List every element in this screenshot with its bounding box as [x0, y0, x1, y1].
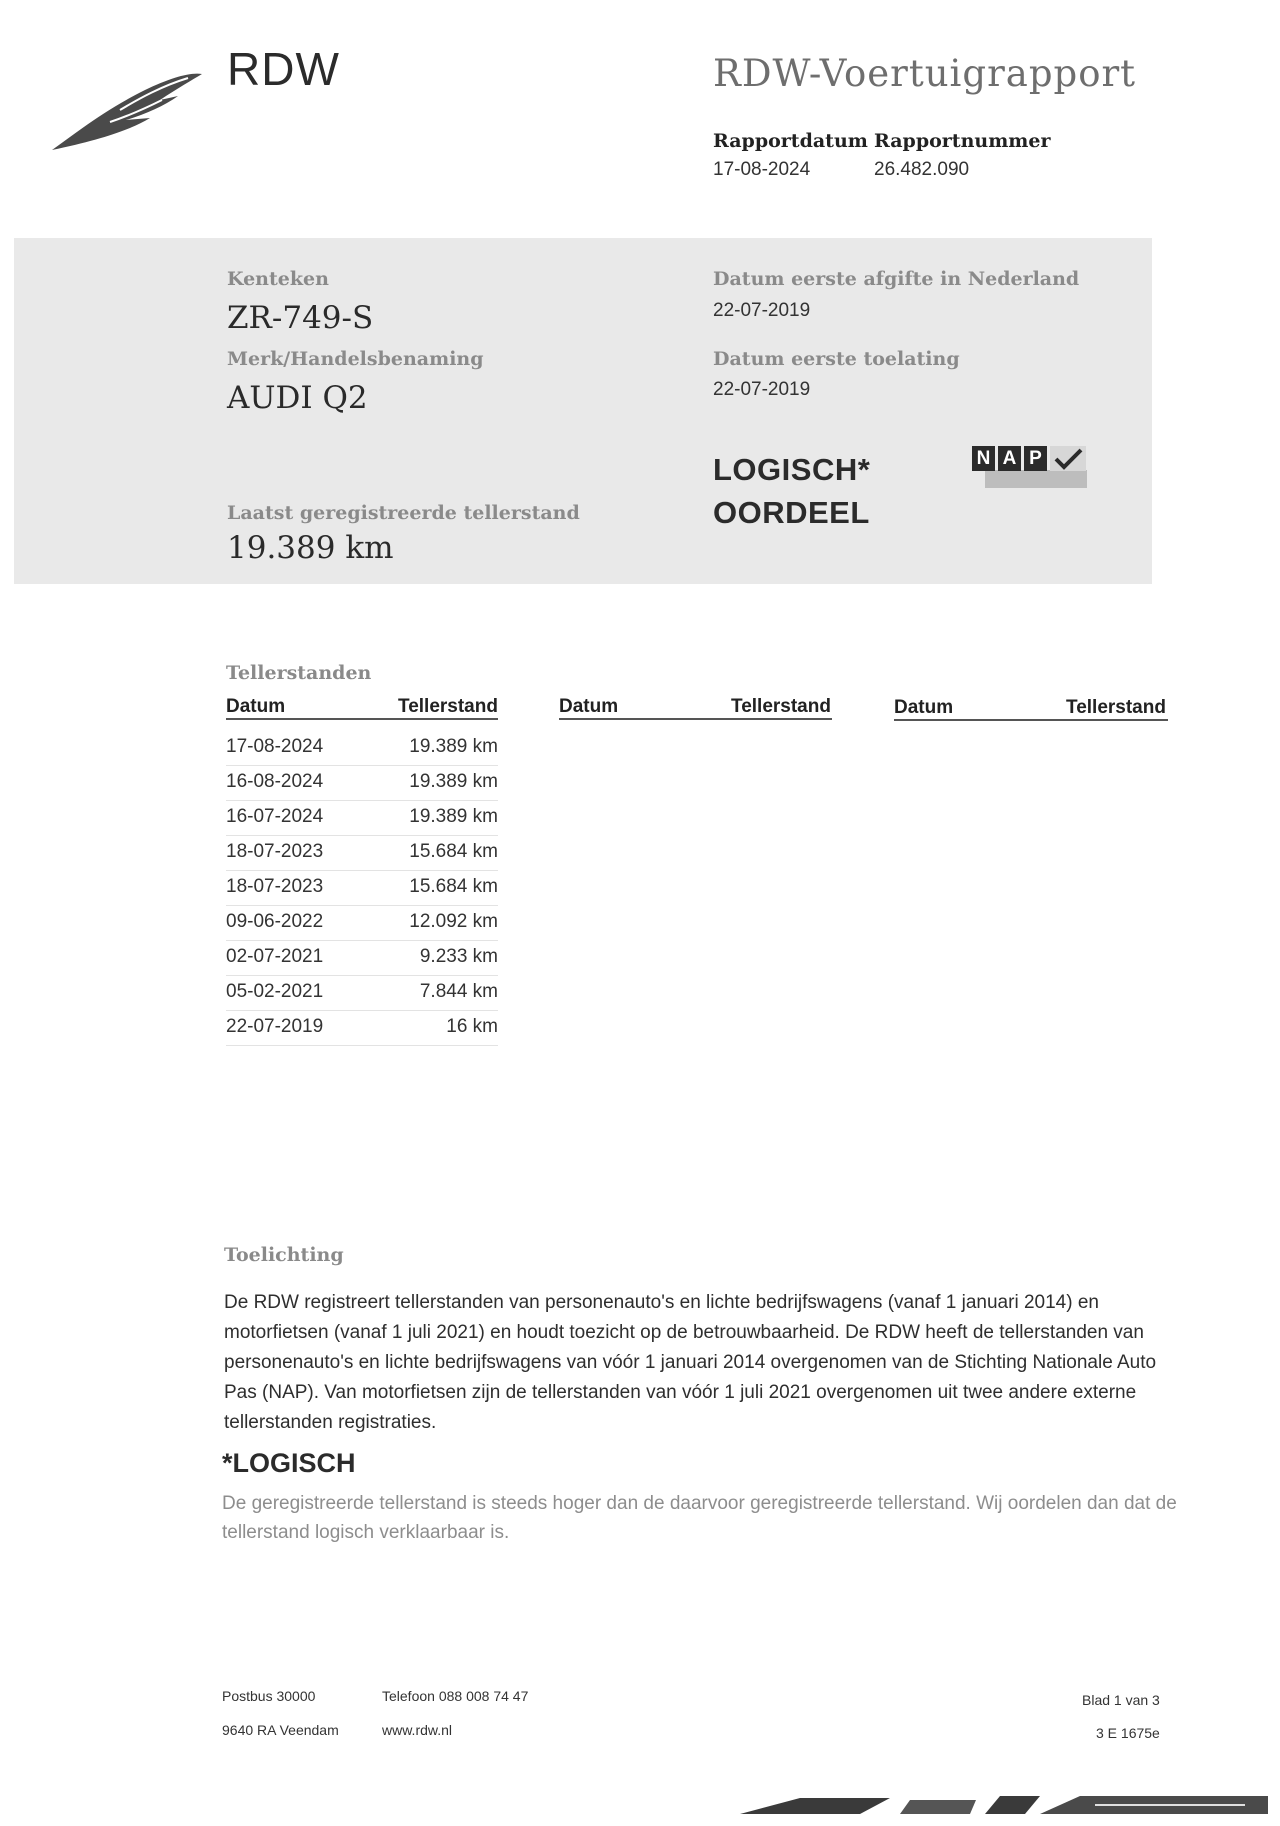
- verdict-label: LOGISCH*: [713, 452, 871, 487]
- page-indicator: Blad 1 van 3: [1082, 1692, 1160, 1708]
- table-row: [226, 730, 498, 766]
- rdw-logo-icon: [50, 70, 205, 152]
- nap-badge-shadow: [985, 470, 1087, 488]
- barcode-marks-icon: [740, 1792, 1268, 1818]
- table-row: [226, 975, 498, 1011]
- table-row: [226, 835, 498, 871]
- column-header-date: Datum: [226, 696, 286, 717]
- reading-km: 16 km: [446, 1016, 498, 1037]
- column-header-reading: Tellerstand: [731, 696, 831, 717]
- explanation-title: Toelichting: [224, 1244, 344, 1266]
- nap-badge: [972, 446, 1086, 471]
- footer-city: 9640 RA Veendam: [222, 1722, 339, 1738]
- reading-date: 09-06-2022: [226, 911, 324, 932]
- first-issue-nl-label: Datum eerste afgifte in Nederland: [713, 268, 1080, 290]
- report-number: 26.482.090: [874, 159, 970, 180]
- reading-date: 02-07-2021: [226, 946, 324, 967]
- last-reading-label: Laatst geregistreerde tellerstand: [227, 502, 580, 524]
- vehicle-make: AUDI Q2: [227, 380, 368, 416]
- table-row: [226, 870, 498, 906]
- first-issue-nl-date: 22-07-2019: [713, 300, 811, 321]
- logisch-heading: *LOGISCH: [222, 1448, 356, 1478]
- reading-date: 18-07-2023: [226, 876, 324, 897]
- column-header-reading: Tellerstand: [1066, 697, 1166, 718]
- reading-date: 17-08-2024: [226, 736, 324, 757]
- reading-km: 19.389 km: [409, 771, 498, 792]
- first-admission-date: 22-07-2019: [713, 379, 811, 400]
- license-plate: ZR-749-S: [227, 300, 374, 336]
- reading-date: 16-08-2024: [226, 771, 324, 792]
- make-label: Merk/Handelsbenaming: [227, 348, 484, 370]
- first-admission-label: Datum eerste toelating: [713, 348, 960, 370]
- table-row: [226, 905, 498, 941]
- readings-title: Tellerstanden: [226, 662, 372, 684]
- header-rule: [894, 719, 1168, 721]
- reading-date: 18-07-2023: [226, 841, 324, 862]
- reading-km: 9.233 km: [419, 946, 498, 967]
- document-code: 3 E 1675e: [1096, 1725, 1160, 1741]
- column-header-date: Datum: [559, 696, 619, 717]
- report-date-label: Rapportdatum: [713, 130, 868, 152]
- explanation-text: De RDW registreert tellerstanden van personenauto's en lichte bedrijfswagens (vanaf 1 januari 2014) en motorfietsen (vanaf 1 juli 2021) en houdt toezicht op de betrouwbaarheid. De RDW heeft de tellerstanden van personenauto's en lichte bedrijfswagens van vóór 1 januari 2014 overgenomen van de Stichting Nationale Auto Pas (NAP). Van motorfietsen zijn de tellerstanden van vóór 1 juli 2021 overgenomen uit twee andere externe tellerstanden registraties.: [224, 1292, 1157, 1433]
- report-number-label: Rapportnummer: [874, 130, 1051, 152]
- reading-date: 22-07-2019: [226, 1016, 324, 1037]
- verdict-sub-label: OORDEEL: [713, 495, 870, 530]
- brand-name: RDW: [227, 43, 340, 95]
- column-header-date: Datum: [894, 697, 954, 718]
- report-date: 17-08-2024: [713, 159, 811, 180]
- footer-website: www.rdw.nl: [382, 1722, 453, 1738]
- plate-label: Kenteken: [227, 268, 329, 290]
- nap-letter: N: [972, 446, 995, 471]
- reading-km: 15.684 km: [409, 841, 498, 862]
- checkmark-icon: [1050, 446, 1086, 471]
- header-rule: [226, 718, 498, 720]
- table-row: [226, 1010, 498, 1046]
- header-rule: [559, 718, 832, 720]
- column-header-reading: Tellerstand: [398, 696, 498, 717]
- nap-letter: A: [998, 446, 1021, 471]
- reading-km: 15.684 km: [409, 876, 498, 897]
- table-row: [226, 800, 498, 836]
- reading-km: 7.844 km: [419, 981, 498, 1002]
- reading-km: 19.389 km: [409, 736, 498, 757]
- table-row: [226, 940, 498, 976]
- reading-km: 12.092 km: [409, 911, 498, 932]
- reading-km: 19.389 km: [409, 806, 498, 827]
- nap-letter: P: [1024, 446, 1047, 471]
- logisch-text: De geregistreerde tellerstand is steeds hoger dan de daarvoor geregistreerde tellerstand. Wij oordelen dan dat de tellerstand logisch verklaarbaar is.: [222, 1493, 1177, 1543]
- last-reading-value: 19.389 km: [227, 530, 394, 566]
- footer-phone: Telefoon 088 008 74 47: [382, 1688, 529, 1704]
- document-title: RDW-Voertuigrapport: [713, 52, 1137, 95]
- footer-postbus: Postbus 30000: [222, 1688, 316, 1704]
- table-row: [226, 765, 498, 801]
- reading-date: 16-07-2024: [226, 806, 324, 827]
- reading-date: 05-02-2021: [226, 981, 324, 1002]
